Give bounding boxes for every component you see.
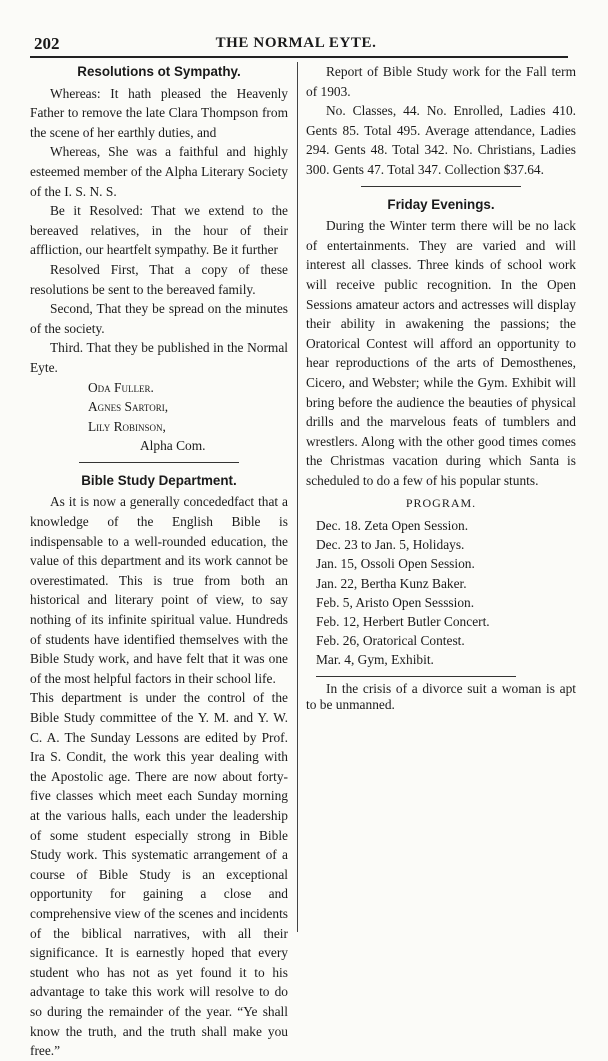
- signature: Agnes Sartori,: [88, 399, 169, 415]
- right-column: [306, 62, 576, 713]
- resolution-paragraph: Resolved First, That a copy of these resolutions be sent to the bereaved family.: [30, 261, 288, 297]
- signature-title: Alpha Com.: [140, 438, 206, 454]
- resolutions-heading: Resolutions ot Sympathy.: [77, 64, 241, 79]
- bible-study-heading: Bible Study Department.: [81, 472, 237, 488]
- page-header: [24, 30, 568, 56]
- program-item: Jan. 15, Ossoli Open Session.: [316, 556, 475, 572]
- bible-report-paragraph: Report of Bible Study work for the Fall term of 1903.: [306, 64, 576, 99]
- resolution-paragraph: Third. That they be published in the Normal Eyte.: [30, 340, 288, 375]
- program-item: Dec. 18. Zeta Open Session.: [316, 518, 469, 534]
- program-item: Jan. 22, Bertha Kunz Baker.: [316, 575, 467, 591]
- section-rule: [316, 676, 516, 677]
- bible-study-paragraph: As it is now a generally concededfact that a knowledge of the English Bible is indispensable to a well-rounded education, the value of this department and its work cannot be overestimated. This is true from both an historical and literary point of view, to say nothing of its infinite spiritual value. Hundreds of students have identified themselves with the Bible Study work, and have felt that it was one of the most helpful factors in their school life.: [30, 494, 288, 686]
- section-rule: [79, 462, 239, 463]
- program-item: Dec. 23 to Jan. 5, Holidays.: [316, 537, 465, 553]
- resolution-paragraph: Second, That they be spread on the minutes of the society.: [30, 301, 288, 336]
- program-heading: PROGRAM.: [405, 496, 477, 511]
- running-title: THE NORMAL EYTE.: [215, 35, 377, 51]
- left-column: [30, 62, 288, 1061]
- resolution-paragraph: Be it Resolved: That we extend to the bereaved relatives, in the hour of their affliction, our heartfelt sympathy. Be it further: [30, 203, 288, 258]
- section-rule: [361, 186, 521, 187]
- page-number: 202: [34, 34, 60, 53]
- friday-heading: Friday Evenings.: [387, 196, 495, 212]
- signature: Lily Robinson,: [88, 418, 166, 434]
- program-item: Mar. 4, Gym, Exhibit.: [316, 652, 434, 668]
- friday-paragraph: During the Winter term there will be no lack of entertainments. They are varied and will interest all classes. Three kinds of school work will receive public recognition. In the Open Sessions amateur actors and actresses will display their ability in awakening the passions; the Oratorical Contest will afford an opportunity to hear reproductions of the arts of Demosthenes, Cicero, and Webster; while the Gym. Exhibit will bring before the audience the beauties of physical drills and the marvelous feats of tumblers and wrestlers. Along with the other good times comes the Christmas vacation during which Santa is scheduled to do a few of his popular stunts.: [306, 218, 576, 488]
- header-rule: [30, 56, 568, 58]
- program-item: Feb. 12, Herbert Butler Concert.: [316, 614, 490, 630]
- program-item: Feb. 5, Aristo Open Sesssion.: [316, 594, 475, 610]
- signature: Oda Fuller.: [88, 379, 154, 395]
- resolution-paragraph: Whereas: It hath pleased the Heavenly Father to remove the late Clara Thompson from the scene of her earthly duties, and: [30, 85, 288, 140]
- bible-stats-paragraph: No. Classes, 44. No. Enrolled, Ladies 410. Gents 85. Total 495. Average attendance, Ladies 294. Gents 48. Total 342. No. Christians, Ladies 300. Gents 47. Total 347. Collection $37.64.: [306, 103, 576, 177]
- resolution-paragraph: Whereas, She was a faithful and highly esteemed member of the Alpha Literary Society of the I. S. N. S.: [30, 144, 288, 199]
- filler-paragraph: In the crisis of a divorce suit a woman is apt to be unmanned.: [306, 680, 576, 712]
- program-item: Feb. 26, Oratorical Contest.: [316, 633, 465, 649]
- column-divider: [297, 62, 298, 932]
- bible-study-paragraph: This department is under the control of the Bible Study committee of the Y. M. and Y. W. C. A. The Sunday Lessons are edited by Prof. Ira S. Condit, the work this year dealing with the Apostolic age. There are now about forty-five classes which meet each Sunday morning at the various halls, each under the leadership of some student especially strong in Bible Study work. This systematic arrangement of a course of Bible Study is an exceptional opportunity for gaining a close and comprehensive view of the scenes and incidents of the biblical narratives, with all their significance. It is earnestly hoped that every student who has not as yet found it to his advantage to take this work will resolve to do so during the remainder of the year. “Ye shall know the truth, and the truth shall make you free.”: [30, 690, 288, 1059]
